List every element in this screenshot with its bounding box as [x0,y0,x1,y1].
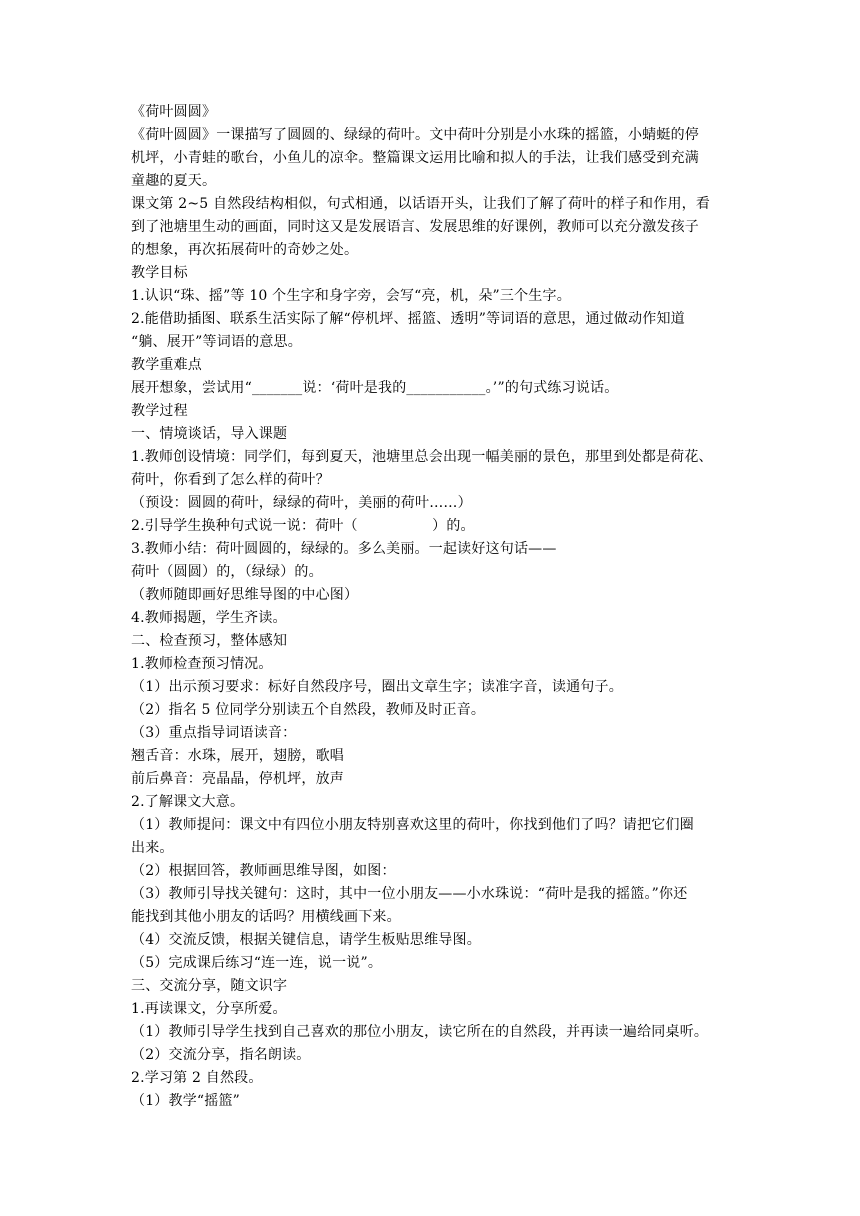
text-line: （1）教师引导学生找到自己喜欢的那位小朋友，读它所在的自然段，并再读一遍给同桌听。 [131,1024,709,1040]
text-line: （教师随即画好思维导图的中心图） [131,587,359,603]
text-line: 2.能借助插图、联系生活实际了解“停机坪、摇篮、透明”等词语的意思，通过做动作知道 [131,311,685,327]
text-line: 《荷叶圆圆》一课描写了圆圆的、绿绿的荷叶。文中荷叶分别是小水珠的摇篮，小蜻蜓的停 [131,127,699,143]
text-line: （2）指名 5 位同学分别读五个自然段，教师及时正音。 [131,702,486,718]
text-line: “躺、展开”等词语的意思。 [131,334,302,350]
text-line: 2.学习第 2 自然段。 [131,1070,263,1086]
text-line: （1）教学“摇篮” [131,1093,241,1109]
text-line: （1）教师提问：课文中有四位小朋友特别喜欢这里的荷叶，你找到他们了吗？请把它们圈 [131,817,694,833]
text-line: 课文第 2~5 自然段结构相似，句式相通，以话语开头，让我们了解了荷叶的样子和作用，看 [131,196,711,212]
text-line: 教学重难点 [131,357,202,373]
text-line: （2）交流分享，指名朗读。 [131,1047,311,1063]
text-line: 1.再读课文，分享所爱。 [131,1001,287,1017]
text-line: 教学目标 [131,265,188,281]
text-line: 4.教师揭题，学生齐读。 [131,610,287,626]
text-line: 3.教师小结：荷叶圆圆的，绿绿的。多么美丽。一起读好这句话—— [131,541,557,557]
text-line: 1.教师创设情境：同学们，每到夏天，池塘里总会出现一幅美丽的景色，那里到处都是荷花、 [131,449,713,465]
text-line: （4）交流反馈，根据关键信息，请学生板贴思维导图。 [131,932,481,948]
text-line: 1.认识“珠、摇”等 10 个生字和身字旁，会写“亮，机，朵”三个生字。 [131,288,571,304]
text-line: 1.教师检查预习情况。 [131,656,273,672]
text-line: 前后鼻音：亮晶晶，停机坪，放声 [131,771,344,787]
text-line: 展开想象，尝试用“_______说：‘荷叶是我的___________。’”的句式练习说话。 [131,380,619,396]
text-line: 出来。 [131,840,174,856]
text-line: 荷叶，你看到了怎么样的荷叶？ [131,472,330,488]
text-line: 的想象，再次拓展荷叶的奇妙之处。 [131,242,359,258]
text-line: （2）根据回答，教师画思维导图，如图： [131,863,396,879]
text-line: （5）完成课后练习“连一连，说一说”。 [131,955,383,971]
text-line: 到了池塘里生动的画面，同时这又是发展语言、发展思维的好课例，教师可以充分激发孩子 [131,219,699,235]
text-line: 《荷叶圆圆》 [131,104,217,120]
text-line: 能找到其他小朋友的话吗？用横线画下来。 [131,909,401,925]
text-line: 荷叶（圆圆）的，（绿绿）的。 [131,564,323,580]
text-line: （预设：圆圆的荷叶，绿绿的荷叶，美丽的荷叶……） [131,495,472,511]
text-line: 2.了解课文大意。 [131,794,245,810]
text-line: 教学过程 [131,403,188,419]
text-line: （3）重点指导词语读音： [131,725,297,741]
text-line: 机坪，小青蛙的歌台，小鱼儿的凉伞。整篇课文运用比喻和拟人的手法，让我们感受到充满 [131,150,699,166]
text-line: 三、交流分享，随文识字 [131,978,288,994]
text-line: （3）教师引导找关键句：这时，其中一位小朋友——小水珠说：“荷叶是我的摇篮。”你还 [131,886,688,902]
text-line: 童趣的夏天。 [131,173,217,189]
text-line: 2.引导学生换种句式说一说：荷叶（ ）的。 [131,518,475,534]
text-line: （1）出示预习要求：标好自然段序号，圈出文章生字；读准字音，读通句子。 [131,679,623,695]
text-line: 一、情境谈话，导入课题 [131,426,288,442]
document-page [131,101,731,1113]
text-line: 翘舌音：水珠，展开，翅膀，歌唱 [131,748,344,764]
text-line: 二、检查预习，整体感知 [131,633,288,649]
